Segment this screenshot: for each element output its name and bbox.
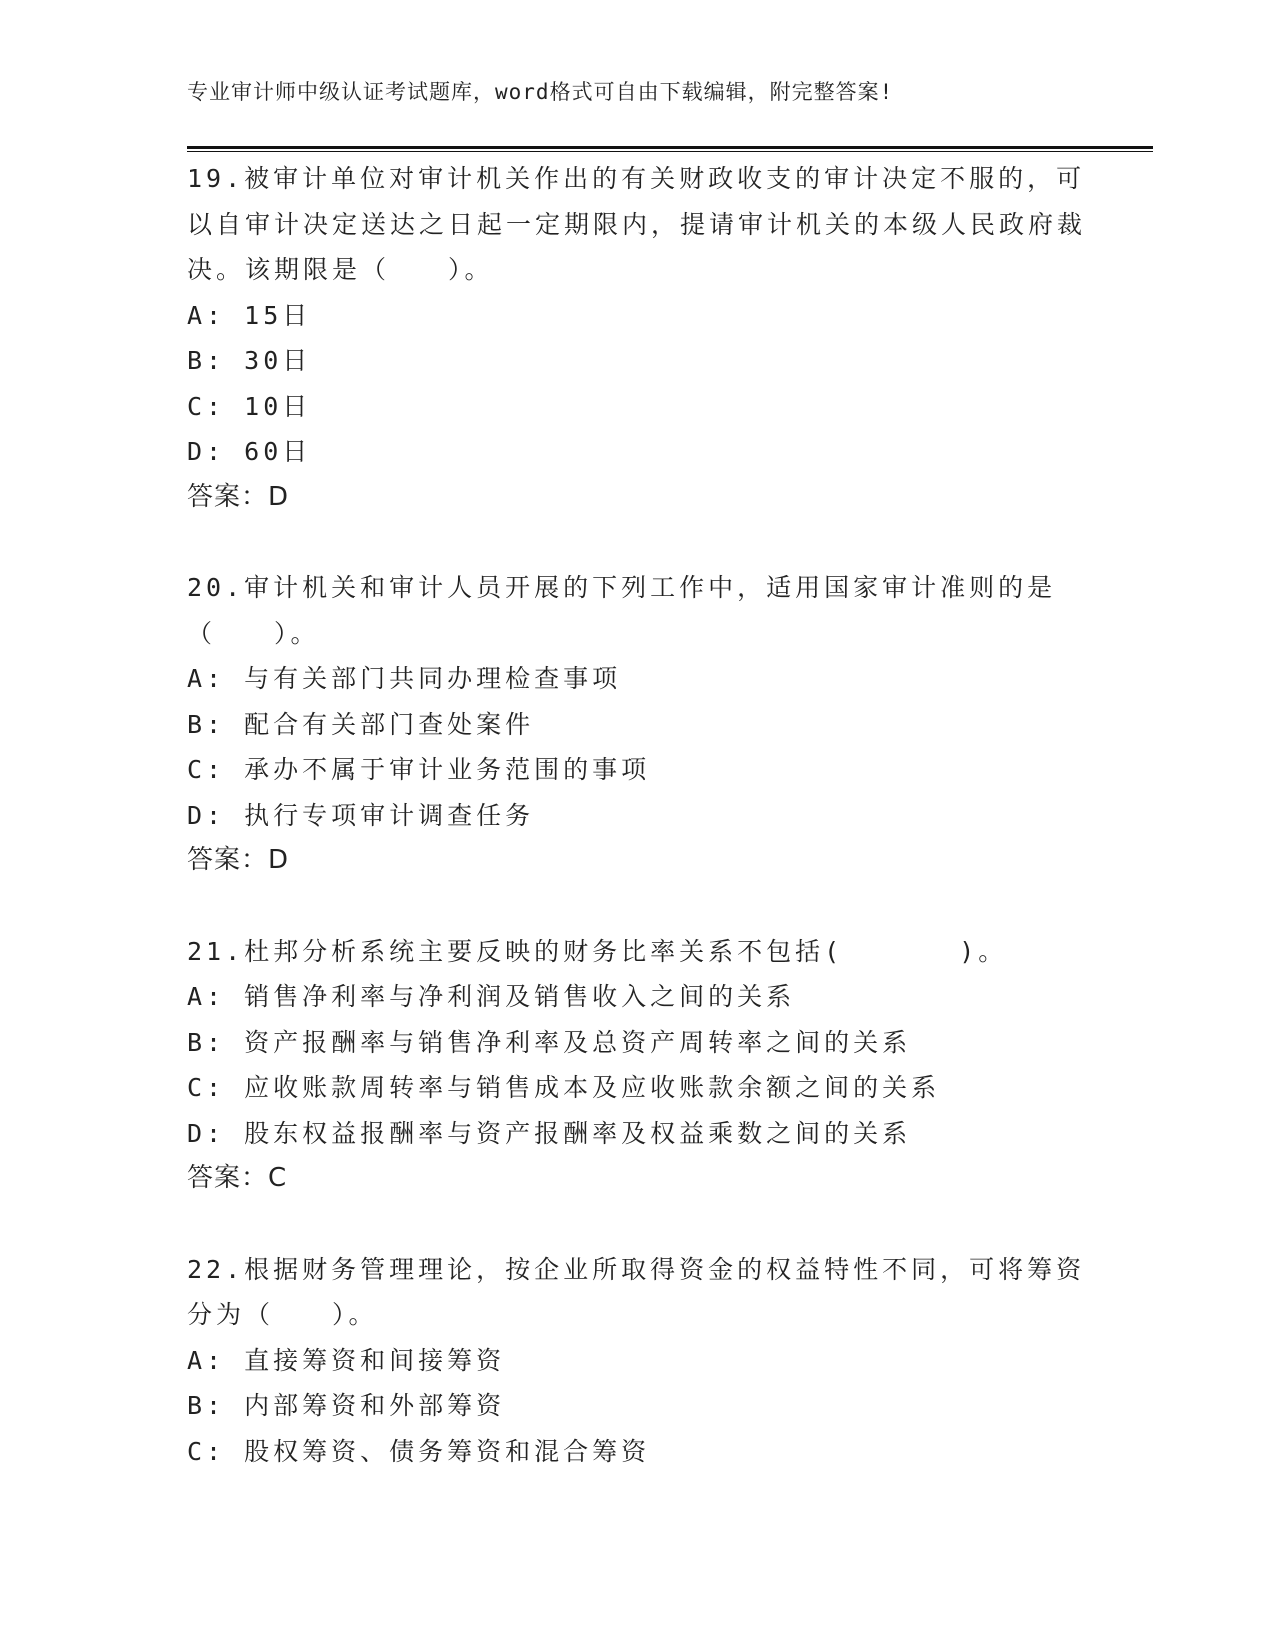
answer: 答案：D	[187, 845, 290, 875]
header-rule-thick	[187, 146, 1153, 149]
option-a: A: 15日	[187, 300, 312, 330]
question-text: 20.审计机关和审计人员开展的下列工作中，适用国家审计准则的是（ ）。	[187, 573, 1057, 648]
question-20	[187, 565, 1087, 884]
question-text: 21.杜邦分析系统主要反映的财务比率关系不包括( )。	[187, 936, 1008, 966]
option-a: A: 直接筹资和间接筹资	[187, 1345, 506, 1375]
question-19	[187, 156, 1087, 520]
option-d: D: 股东权益报酬率与资产报酬率及权益乘数之间的关系	[187, 1118, 912, 1148]
option-d: D: 执行专项审计调查任务	[187, 800, 535, 830]
answer: 答案：D	[187, 481, 290, 512]
header-rule-thin	[187, 151, 1153, 152]
option-b: B: 资产报酬率与销售净利率及总资产周转率之间的关系	[187, 1027, 912, 1057]
option-a: A: 与有关部门共同办理检查事项	[187, 664, 622, 693]
option-c: C: 应收账款周转率与销售成本及应收账款余额之间的关系	[187, 1073, 941, 1102]
question-list	[187, 156, 1087, 1519]
option-c: C: 10日	[187, 391, 312, 421]
option-d: D: 60日	[187, 437, 312, 466]
option-b: B: 30日	[187, 346, 312, 375]
option-c: C: 承办不属于审计业务范围的事项	[187, 755, 651, 784]
question-21	[187, 929, 1087, 1202]
page-header: 专业审计师中级认证考试题库，word格式可自由下载编辑，附完整答案!	[187, 80, 894, 104]
question-22	[187, 1247, 1087, 1475]
option-c: C: 股权筹资、债务筹资和混合筹资	[187, 1436, 651, 1466]
option-a: A: 销售净利率与净利润及销售收入之间的关系	[187, 982, 796, 1011]
option-b: B: 内部筹资和外部筹资	[187, 1391, 506, 1420]
answer: 答案：C	[187, 1163, 288, 1193]
question-text: 19.被审计单位对审计机关作出的有关财政收支的审计决定不服的，可以自审计决定送达之日起一定期限内，提请审计机关的本级人民政府裁决。该期限是（ ）。	[187, 164, 1087, 284]
question-text: 22.根据财务管理理论，按企业所取得资金的权益特性不同，可将筹资分为（ ）。	[187, 1254, 1086, 1329]
option-b: B: 配合有关部门查处案件	[187, 709, 535, 739]
